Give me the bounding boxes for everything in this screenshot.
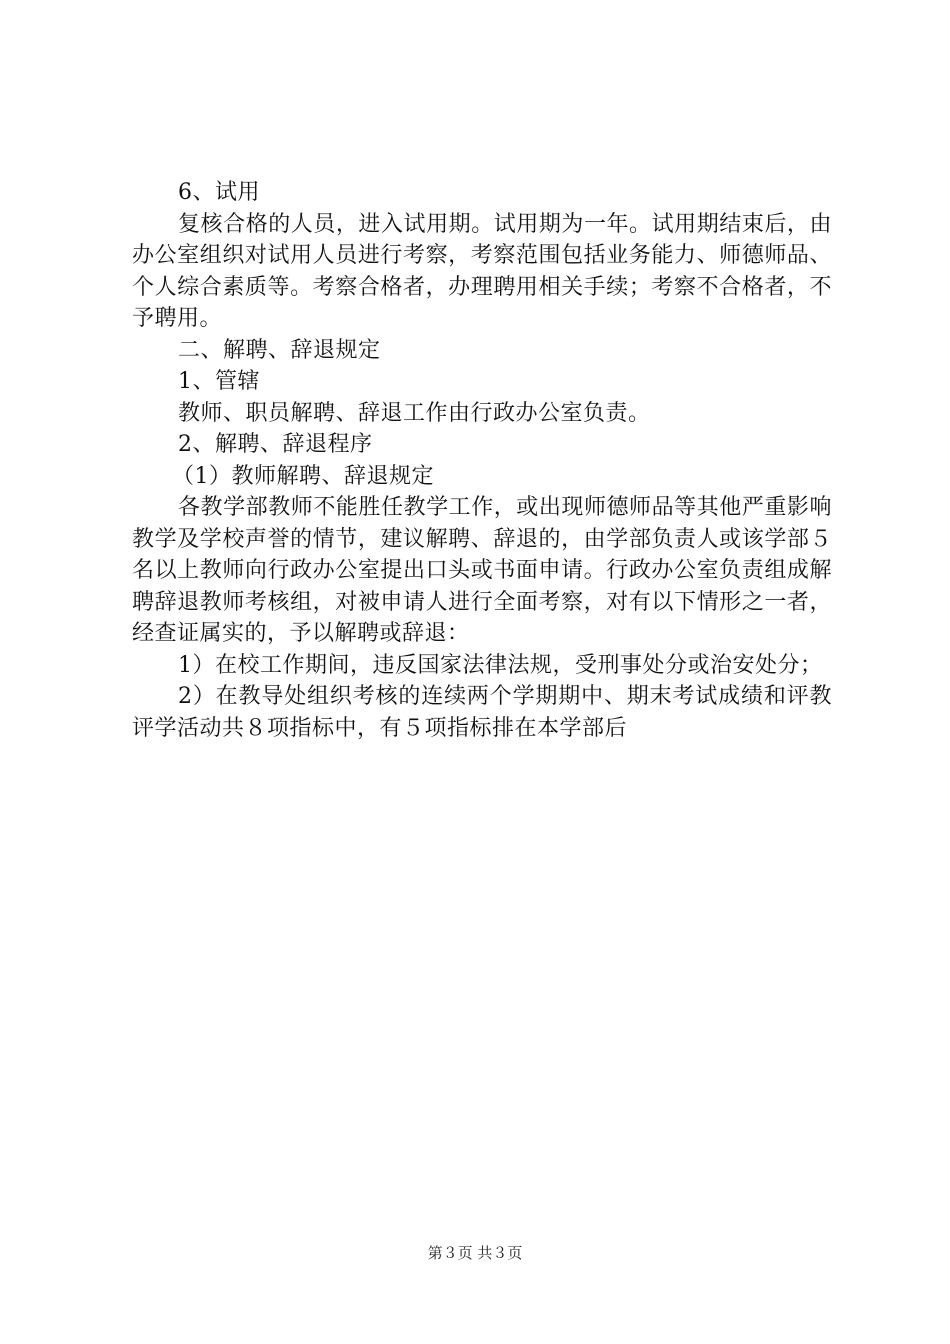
paragraph-item-1: 1）在校工作期间，违反国家法律法规，受刑事处分或治安处分； <box>178 652 823 678</box>
document-body <box>132 177 832 744</box>
paragraph-heading-teacher-rules: （1）教师解聘、辞退规定 <box>172 463 434 489</box>
paragraph-teacher-rules-body: 各教学部教师不能胜任教学工作，或出现师德师品等其他严重影响教学及学校声誉的情节，建议解聘、辞退的，由学部负责人或该学部５名以上教师向行政办公室提出口头或书面申请。行政办公室负责组成解聘辞退教师考核组，对被申请人进行全面考察，对有以下情形之一者，经查证属实的，予以解聘或辞退： <box>132 495 832 646</box>
paragraph-heading-jurisdiction: 1、管辖 <box>178 369 260 394</box>
page-footer: 第３页 共３页 <box>427 1244 523 1262</box>
paragraph-jurisdiction-body: 教师、职员解聘、辞退工作由行政办公室负责。 <box>178 400 651 426</box>
paragraph-heading-trial: 6、试用 <box>178 180 260 205</box>
paragraph-trial-body: 复核合格的人员，进入试用期。试用期为一年。试用期结束后，由办公室组织对试用人员进行考察，考察范围包括业务能力、师德师品、个人综合素质等。考察合格者，办理聘用相关手续；考察不合格者，不予聘用。 <box>132 211 832 331</box>
paragraph-heading-dismissal: 二、解聘、辞退规定 <box>178 337 381 363</box>
paragraph-item-2: 2）在教导处组织考核的连续两个学期期中、期末考试成绩和评教评学活动共８项指标中，有５项指标排在本学部后 <box>132 684 832 741</box>
paragraph-heading-procedure: 2、解聘、辞退程序 <box>178 432 373 457</box>
